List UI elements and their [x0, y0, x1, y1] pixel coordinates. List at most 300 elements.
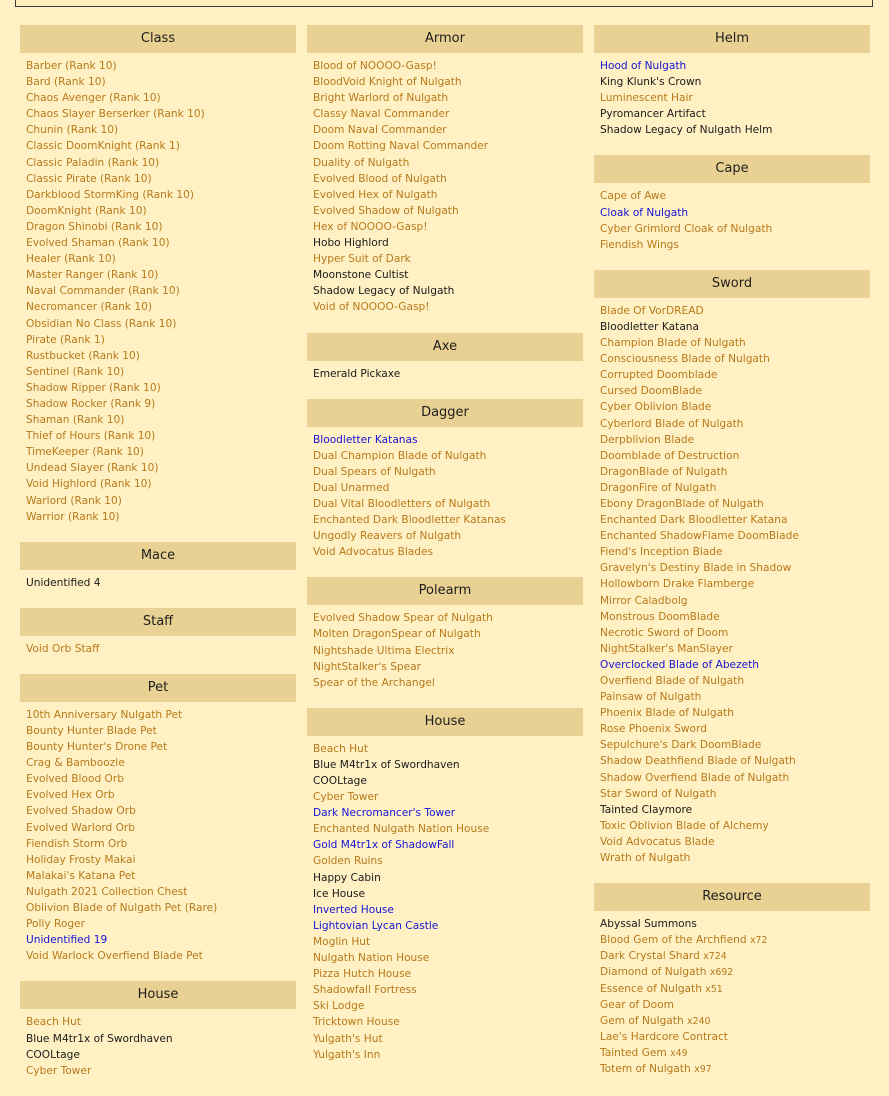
item-name[interactable]: Shaman (Rank 10) — [26, 414, 125, 427]
list-item[interactable] — [26, 932, 296, 948]
item-name[interactable]: Dark Necromancer's Tower — [313, 807, 456, 820]
list-item[interactable] — [26, 122, 296, 138]
list-item[interactable] — [600, 834, 870, 850]
item-name[interactable]: Dual Spears of Nulgath — [313, 465, 436, 478]
list-item — [313, 886, 583, 902]
list-item[interactable] — [600, 850, 870, 866]
category-pet — [20, 674, 296, 970]
item-name[interactable]: Beach Hut — [26, 1016, 82, 1029]
item-name: Happy Cabin — [313, 871, 381, 884]
list-item[interactable] — [600, 673, 870, 689]
item-name[interactable]: Pirate (Rank 1) — [26, 333, 105, 346]
item-name[interactable]: Obsidian No Class (Rank 10) — [26, 317, 177, 330]
item-name[interactable]: Doom Rotting Naval Commander — [313, 140, 489, 153]
item-name[interactable]: Evolved Warlord Orb — [26, 821, 136, 834]
item-name[interactable]: Healer (Rank 10) — [26, 253, 116, 266]
item-name[interactable]: Enchanted Nulgath Nation House — [313, 823, 490, 836]
item-name[interactable]: Warlord (Rank 10) — [26, 494, 122, 507]
list-item[interactable] — [26, 267, 296, 283]
item-name[interactable]: Evolved Shadow of Nulgath — [313, 204, 459, 217]
item-name: Pyromancer Artifact — [600, 108, 706, 121]
item-name[interactable]: Duality of Nulgath — [313, 156, 410, 169]
item-name[interactable]: NightStalker's Spear — [313, 660, 422, 673]
list-item[interactable] — [313, 918, 583, 934]
list-item[interactable] — [600, 1045, 870, 1061]
list-item[interactable] — [313, 789, 583, 805]
list-item[interactable] — [26, 90, 296, 106]
list-item[interactable] — [600, 689, 870, 705]
item-name[interactable]: Naval Commander (Rank 10) — [26, 285, 180, 298]
item-name[interactable]: Wrath of Nulgath — [600, 852, 691, 865]
item-name[interactable]: Cloak of Nulgath — [600, 206, 689, 219]
item-name[interactable]: Molten DragonSpear of Nulgath — [313, 628, 481, 641]
item-name[interactable]: Hollowborn Drake Flamberge — [600, 578, 755, 591]
list-item[interactable] — [313, 966, 583, 982]
item-name[interactable]: BloodVoid Knight of Nulgath — [313, 76, 462, 89]
item-name[interactable]: Doom Naval Commander — [313, 124, 447, 137]
item-name[interactable]: Classy Naval Commander — [313, 108, 450, 121]
list-item[interactable] — [313, 171, 583, 187]
list-item[interactable] — [600, 705, 870, 721]
list-item[interactable] — [600, 188, 870, 204]
list-item[interactable] — [26, 74, 296, 90]
list-item[interactable] — [313, 432, 583, 448]
list-item[interactable] — [600, 367, 870, 383]
list-item[interactable] — [313, 610, 583, 626]
item-name[interactable]: Holiday Frosty Makai — [26, 853, 136, 866]
item-name[interactable]: Enchanted Dark Bloodletter Katanas — [313, 514, 506, 527]
list-item[interactable] — [26, 299, 296, 315]
item-name[interactable]: Phoenix Blade of Nulgath — [600, 707, 734, 720]
category-header: Axe — [307, 333, 583, 361]
item-name[interactable]: Gem of Nulgath — [600, 1014, 684, 1027]
item-name[interactable]: Gear of Doom — [600, 998, 674, 1011]
list-item[interactable] — [313, 106, 583, 122]
list-item[interactable] — [600, 448, 870, 464]
item-name[interactable]: Spear of the Archangel — [313, 676, 435, 689]
category-cape — [594, 155, 870, 257]
list-item[interactable] — [600, 560, 870, 576]
item-name[interactable]: Hyper Suit of Dark — [313, 253, 411, 266]
item-name[interactable]: Void Orb Staff — [26, 642, 100, 655]
list-item[interactable] — [26, 641, 296, 657]
item-name[interactable]: Consciousness Blade of Nulgath — [600, 353, 770, 366]
item-name[interactable]: Nulgath Nation House — [313, 952, 430, 965]
list-item[interactable] — [600, 416, 870, 432]
list-item[interactable] — [26, 916, 296, 932]
list-item[interactable] — [600, 351, 870, 367]
list-item[interactable] — [600, 544, 870, 560]
list-item[interactable] — [600, 964, 870, 980]
item-name[interactable]: Chunin (Rank 10) — [26, 124, 119, 137]
list-item[interactable] — [600, 1061, 870, 1077]
list-item[interactable] — [600, 1029, 870, 1045]
list-item[interactable] — [26, 803, 296, 819]
list-item[interactable] — [26, 380, 296, 396]
item-name[interactable]: Dual Unarmed — [313, 481, 390, 494]
list-item[interactable] — [600, 948, 870, 964]
list-item[interactable] — [313, 74, 583, 90]
item-name[interactable]: Rose Phoenix Sword — [600, 723, 707, 736]
list-item[interactable] — [313, 950, 583, 966]
list-item[interactable] — [600, 753, 870, 769]
item-name[interactable]: Unidentified 19 — [26, 934, 108, 947]
item-name[interactable]: Dual Vital Bloodletters of Nulgath — [313, 497, 491, 510]
item-name[interactable]: Nulgath 2021 Collection Chest — [26, 885, 188, 898]
list-item[interactable] — [26, 138, 296, 154]
item-name[interactable]: Cyber Grimlord Cloak of Nulgath — [600, 222, 773, 235]
list-item[interactable] — [26, 106, 296, 122]
item-name[interactable]: Necrotic Sword of Doom — [600, 626, 729, 639]
item-name[interactable]: Fiendish Wings — [600, 238, 679, 251]
list-item[interactable] — [313, 982, 583, 998]
list-item[interactable] — [313, 512, 583, 528]
item-name[interactable]: Sentinel (Rank 10) — [26, 365, 125, 378]
item-name[interactable]: Cyber Oblivion Blade — [600, 401, 712, 414]
item-name[interactable]: Derpblivion Blade — [600, 433, 695, 446]
item-name[interactable]: Thief of Hours (Rank 10) — [26, 430, 156, 443]
list-item[interactable] — [26, 755, 296, 771]
category-header: Helm — [594, 25, 870, 53]
list-item[interactable] — [26, 155, 296, 171]
list-item[interactable] — [26, 707, 296, 723]
item-name[interactable]: Blood of NOOOO-Gasp! — [313, 60, 437, 72]
list-item[interactable] — [600, 90, 870, 106]
list-item[interactable] — [26, 852, 296, 868]
item-name[interactable]: Evolved Blood Orb — [26, 773, 124, 786]
list-item[interactable] — [600, 432, 870, 448]
item-name[interactable]: Hex of NOOOO-Gasp! — [313, 220, 428, 233]
list-item[interactable] — [600, 786, 870, 802]
item-name[interactable]: DoomKnight (Rank 10) — [26, 204, 147, 217]
item-name[interactable]: Nightshade Ultima Electrix — [313, 644, 455, 657]
item-name[interactable]: Bard (Rank 10) — [26, 76, 106, 89]
list-item[interactable] — [313, 853, 583, 869]
item-name[interactable]: Golden Ruins — [313, 855, 383, 868]
item-name[interactable]: DragonFire of Nulgath — [600, 481, 717, 494]
item-name[interactable]: Cyber Tower — [313, 791, 379, 804]
item-name[interactable]: Totem of Nulgath — [600, 1062, 691, 1075]
list-item[interactable] — [600, 512, 870, 528]
item-name[interactable]: TimeKeeper (Rank 10) — [26, 446, 144, 459]
item-name[interactable]: Malakai's Katana Pet — [26, 869, 136, 882]
list-item[interactable] — [313, 219, 583, 235]
list-item[interactable] — [600, 721, 870, 737]
column-3 — [594, 25, 870, 1094]
list-item[interactable] — [600, 335, 870, 351]
item-name[interactable]: Gravelyn's Destiny Blade in Shadow — [600, 562, 792, 575]
list-item[interactable] — [313, 203, 583, 219]
list-item[interactable] — [600, 981, 870, 997]
list-item[interactable] — [26, 460, 296, 476]
item-name[interactable]: Evolved Shadow Spear of Nulgath — [313, 612, 493, 625]
item-name[interactable]: Enchanted ShadowFlame DoomBlade — [600, 530, 799, 543]
item-name[interactable]: Dragon Shinobi (Rank 10) — [26, 220, 163, 233]
list-item[interactable] — [313, 448, 583, 464]
list-item[interactable] — [26, 509, 296, 525]
list-item[interactable] — [313, 299, 583, 315]
list-item[interactable] — [26, 836, 296, 852]
item-name[interactable]: Shadowfall Fortress — [313, 984, 417, 997]
item-name[interactable]: Shadow Rocker (Rank 9) — [26, 397, 156, 410]
list-item[interactable] — [600, 593, 870, 609]
list-item[interactable] — [313, 1047, 583, 1063]
item-list — [594, 183, 870, 257]
list-item[interactable] — [26, 493, 296, 509]
item-name[interactable]: Ski Lodge — [313, 1000, 365, 1013]
list-item[interactable] — [26, 428, 296, 444]
list-item[interactable] — [26, 948, 296, 964]
list-item[interactable] — [26, 396, 296, 412]
list-item[interactable] — [313, 934, 583, 950]
item-name[interactable]: Bright Warlord of Nulgath — [313, 92, 449, 105]
list-item[interactable] — [313, 821, 583, 837]
item-name[interactable]: Shadow Ripper (Rank 10) — [26, 381, 161, 394]
list-item[interactable] — [26, 723, 296, 739]
item-name[interactable]: Painsaw of Nulgath — [600, 691, 702, 704]
list-item[interactable] — [313, 643, 583, 659]
list-item[interactable] — [313, 528, 583, 544]
item-name[interactable]: Beach Hut — [313, 742, 369, 755]
list-item[interactable] — [26, 820, 296, 836]
category-header: Dagger — [307, 399, 583, 427]
item-name[interactable]: Cyberlord Blade of Nulgath — [600, 417, 744, 430]
list-item[interactable] — [600, 221, 870, 237]
item-name[interactable]: Crag & Bamboozle — [26, 757, 125, 770]
item-name: COOLtage — [313, 775, 367, 787]
item-name[interactable]: Moglin Hut — [313, 935, 371, 948]
item-name[interactable]: Yulgath's Inn — [313, 1048, 381, 1061]
item-name[interactable]: Evolved Shaman (Rank 10) — [26, 237, 170, 250]
item-name[interactable]: Evolved Shadow Orb — [26, 805, 136, 818]
item-name[interactable]: Overfiend Blade of Nulgath — [600, 675, 745, 687]
item-name[interactable]: Classic DoomKnight (Rank 1) — [26, 140, 180, 153]
item-name[interactable]: Dual Champion Blade of Nulgath — [313, 449, 487, 462]
item-name[interactable]: Fiend's Inception Blade — [600, 546, 723, 559]
list-item[interactable] — [600, 237, 870, 253]
list-item[interactable] — [313, 741, 583, 757]
item-name[interactable]: Gold M4tr1x of ShadowFall — [313, 839, 455, 852]
item-name[interactable]: 10th Anniversary Nulgath Pet — [26, 708, 183, 721]
list-item[interactable] — [26, 316, 296, 332]
item-name[interactable]: Cursed DoomBlade — [600, 385, 702, 398]
list-item[interactable] — [26, 364, 296, 380]
list-item[interactable] — [600, 480, 870, 496]
list-item[interactable] — [600, 303, 870, 319]
item-name[interactable]: Ebony DragonBlade of Nulgath — [600, 497, 764, 510]
item-name[interactable]: Void of NOOOO-Gasp! — [313, 301, 430, 314]
item-name[interactable]: Tricktown House — [313, 1016, 400, 1029]
item-name[interactable]: Bloodletter Katanas — [313, 433, 418, 446]
list-item[interactable] — [313, 480, 583, 496]
category-sword — [594, 270, 870, 871]
item-name: Shadow Legacy of Nulgath Helm — [600, 124, 773, 137]
item-name[interactable]: Champion Blade of Nulgath — [600, 337, 746, 350]
item-name[interactable]: Void Advocatus Blades — [313, 546, 434, 559]
item-name[interactable]: Bounty Hunter's Drone Pet — [26, 741, 168, 754]
item-name[interactable]: Rustbucket (Rank 10) — [26, 349, 140, 362]
list-item[interactable] — [600, 1013, 870, 1029]
item-name[interactable]: Sepulchure's Dark DoomBlade — [600, 739, 762, 752]
item-name[interactable]: Darkblood StormKing (Rank 10) — [26, 188, 194, 201]
list-item[interactable] — [313, 58, 583, 74]
item-name[interactable]: Barber (Rank 10) — [26, 60, 117, 72]
list-item[interactable] — [600, 383, 870, 399]
item-name[interactable]: Enchanted Dark Bloodletter Katana — [600, 514, 788, 527]
list-item[interactable] — [313, 464, 583, 480]
category-header: Armor — [307, 25, 583, 53]
list-item[interactable] — [26, 219, 296, 235]
list-item[interactable] — [26, 235, 296, 251]
list-item[interactable] — [26, 283, 296, 299]
list-item[interactable] — [313, 675, 583, 691]
list-item[interactable] — [26, 58, 296, 74]
list-item[interactable] — [26, 884, 296, 900]
list-item[interactable] — [313, 90, 583, 106]
item-name[interactable]: Polly Roger — [26, 918, 85, 931]
item-name[interactable]: Void Advocatus Blade — [600, 835, 715, 848]
list-item[interactable] — [26, 739, 296, 755]
list-item[interactable] — [26, 203, 296, 219]
list-item[interactable] — [313, 251, 583, 267]
item-name: Shadow Legacy of Nulgath — [313, 285, 455, 298]
item-name[interactable]: Oblivion Blade of Nulgath Pet (Rare) — [26, 902, 218, 915]
list-item[interactable] — [26, 348, 296, 364]
category-dagger — [307, 399, 583, 566]
list-item[interactable] — [600, 641, 870, 657]
item-name[interactable]: Monstrous DoomBlade — [600, 610, 720, 623]
list-item[interactable] — [600, 399, 870, 415]
item-list — [20, 636, 296, 662]
item-name: King Klunk's Crown — [600, 76, 702, 89]
list-item[interactable] — [313, 998, 583, 1014]
list-item[interactable] — [600, 625, 870, 641]
item-name[interactable]: Shadow Deathfiend Blade of Nulgath — [600, 755, 796, 768]
list-item[interactable] — [600, 464, 870, 480]
list-item[interactable] — [600, 657, 870, 673]
list-item[interactable] — [600, 770, 870, 786]
item-name[interactable]: Void Warlock Overfiend Blade Pet — [26, 950, 203, 963]
list-item[interactable] — [313, 187, 583, 203]
item-name[interactable]: Ungodly Reavers of Nulgath — [313, 530, 462, 543]
item-name[interactable]: Undead Slayer (Rank 10) — [26, 462, 159, 475]
item-name[interactable]: Overclocked Blade of Abezeth — [600, 658, 760, 671]
item-name[interactable]: Classic Pirate (Rank 10) — [26, 172, 152, 185]
item-name[interactable]: DragonBlade of Nulgath — [600, 465, 728, 478]
category-header: House — [20, 981, 296, 1009]
list-item[interactable] — [600, 818, 870, 834]
list-item[interactable] — [600, 528, 870, 544]
item-name[interactable]: Star Sword of Nulgath — [600, 787, 717, 800]
list-item[interactable] — [313, 837, 583, 853]
item-name[interactable]: Lae's Hardcore Contract — [600, 1030, 728, 1043]
list-item[interactable] — [26, 1063, 296, 1079]
item-name[interactable]: Yulgath's Hut — [313, 1032, 383, 1045]
list-item[interactable] — [26, 771, 296, 787]
item-list — [20, 1009, 296, 1083]
item-name: Moonstone Cultist — [313, 269, 409, 282]
list-item[interactable] — [600, 737, 870, 753]
item-name[interactable]: Hood of Nulgath — [600, 60, 687, 72]
item-name[interactable]: Luminescent Hair — [600, 92, 693, 105]
list-item[interactable] — [313, 805, 583, 821]
list-item[interactable] — [26, 868, 296, 884]
item-name[interactable]: Chaos Avenger (Rank 10) — [26, 92, 161, 105]
item-name[interactable]: Tainted Gem — [600, 1046, 667, 1059]
item-name[interactable]: Corrupted Doomblade — [600, 369, 718, 382]
item-name[interactable]: Toxic Oblivion Blade of Alchemy — [600, 819, 769, 832]
item-name[interactable]: Pizza Hutch House — [313, 968, 412, 981]
list-item[interactable] — [313, 496, 583, 512]
item-name[interactable]: Shadow Overfiend Blade of Nulgath — [600, 771, 790, 784]
list-item[interactable] — [313, 626, 583, 642]
list-item[interactable] — [26, 251, 296, 267]
list-item[interactable] — [26, 187, 296, 203]
item-name[interactable]: Fiendish Storm Orb — [26, 837, 128, 850]
list-item[interactable] — [26, 787, 296, 803]
item-name[interactable]: Mirror Caladbolg — [600, 594, 688, 607]
item-name[interactable]: Diamond of Nulgath — [600, 966, 707, 979]
item-name[interactable]: Void Highlord (Rank 10) — [26, 478, 152, 491]
list-item[interactable] — [26, 1014, 296, 1030]
item-name[interactable]: Cape of Awe — [600, 190, 667, 203]
item-name[interactable]: Evolved Hex of Nulgath — [313, 188, 438, 201]
list-item[interactable] — [313, 138, 583, 154]
item-name[interactable]: NightStalker's ManSlayer — [600, 642, 733, 655]
item-name[interactable]: Blood Gem of the Archfiend — [600, 934, 747, 947]
item-name[interactable]: Doomblade of Destruction — [600, 449, 740, 462]
item-name[interactable]: Master Ranger (Rank 10) — [26, 269, 159, 282]
list-item[interactable] — [26, 332, 296, 348]
item-name[interactable]: Bounty Hunter Blade Pet — [26, 725, 157, 737]
list-item[interactable] — [313, 659, 583, 675]
item-name[interactable]: Blade Of VorDREAD — [600, 304, 704, 317]
list-item[interactable] — [313, 155, 583, 171]
list-item[interactable] — [26, 444, 296, 460]
list-item[interactable] — [600, 58, 870, 74]
list-item[interactable] — [313, 1031, 583, 1047]
list-item[interactable] — [26, 171, 296, 187]
list-item[interactable] — [26, 476, 296, 492]
list-item[interactable] — [600, 576, 870, 592]
list-item[interactable] — [600, 997, 870, 1013]
item-name[interactable]: Chaos Slayer Berserker (Rank 10) — [26, 108, 205, 121]
list-item[interactable] — [26, 412, 296, 428]
list-item[interactable] — [600, 496, 870, 512]
list-item[interactable] — [600, 609, 870, 625]
list-item[interactable] — [313, 544, 583, 560]
list-item — [26, 575, 296, 591]
list-item[interactable] — [600, 932, 870, 948]
item-name[interactable]: Warrior (Rank 10) — [26, 510, 120, 523]
item-list — [594, 53, 870, 143]
list-item[interactable] — [313, 902, 583, 918]
list-item[interactable] — [313, 122, 583, 138]
item-name: COOLtage — [26, 1048, 80, 1061]
list-item[interactable] — [600, 205, 870, 221]
item-name[interactable]: Dark Crystal Shard — [600, 950, 700, 963]
item-name[interactable]: Evolved Blood of Nulgath — [313, 172, 447, 185]
list-item[interactable] — [26, 900, 296, 916]
item-name[interactable]: Lightovian Lycan Castle — [313, 919, 439, 932]
item-name[interactable]: Inverted House — [313, 903, 394, 916]
item-name[interactable]: Evolved Hex Orb — [26, 789, 115, 802]
item-name[interactable]: Classic Paladin (Rank 10) — [26, 156, 160, 169]
item-name[interactable]: Essence of Nulgath — [600, 982, 702, 995]
item-name[interactable]: Necromancer (Rank 10) — [26, 301, 153, 314]
item-name[interactable]: Cyber Tower — [26, 1064, 92, 1077]
list-item[interactable] — [313, 1014, 583, 1030]
